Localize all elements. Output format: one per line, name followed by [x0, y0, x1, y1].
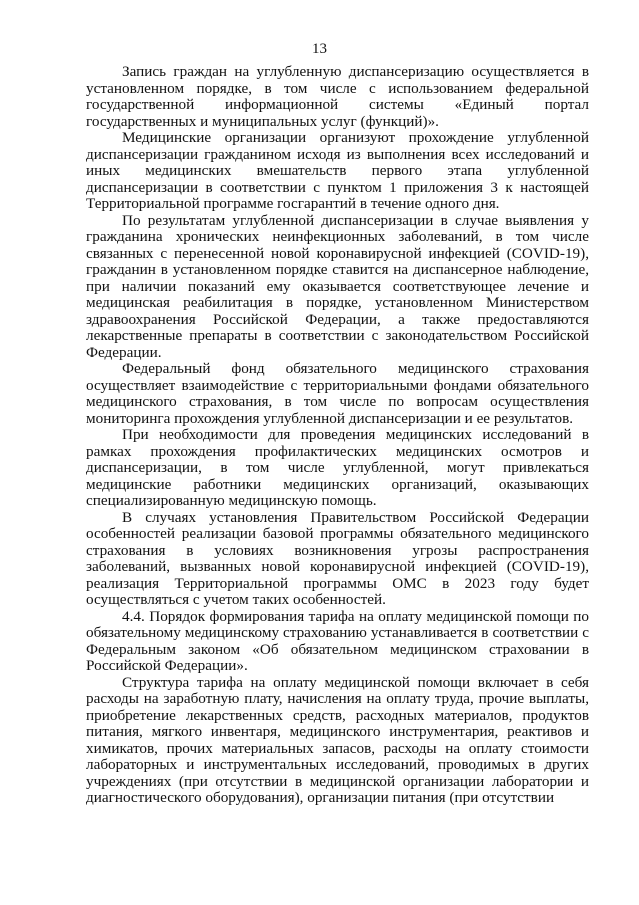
paragraph-organization-of-examination: Медицинские организации организуют прохождение углубленной диспансеризации гражданином исходя из выполнения всех исследований и иных медицинских вмешательств первого этапа углубленной диспансеризации в соответствии с пунктом 1 приложения 3 к настоящей Территориальной программе госгарантий в течение одного дня. — [86, 129, 589, 212]
page-number: 13 — [312, 41, 327, 57]
document-body — [86, 64, 589, 807]
paragraph-appointment-registration: Запись граждан на углубленную диспансеризацию осуществляется в установленном порядке, в том числе с использованием федеральной государственной информационной системы «Единый портал государственных и муниципальных услуг (функций)». — [86, 63, 589, 130]
paragraph-tariff-structure: Структура тарифа на оплату медицинской помощи включает в себя расходы на заработную плату, начисления на оплату труда, прочие выплаты, приобретение лекарственных средств, расходных материалов, продуктов питания, мягкого инвентаря, медицинского инструментария, реактивов и химикатов, прочих материальных запасов, расходы на оплату стоимости лабораторных и инструментальных исследований, проводимых в других учреждениях (при отсутствии в медицинской организации лаборатории и диагностического оборудования), организации питания (при отсутствии — [86, 673, 589, 806]
paragraph-covid-special-conditions: В случаях установления Правительством Российской Федерации особенностей реализации базовой программы обязательного медицинского страхования в условиях возникновения угрозы распространения заболеваний, вызванных новой коронавирусной инфекцией (COVID-19), реализация Территориальной программы ОМС в 2023 году будет осуществляться с учетом таких особенностей. — [86, 508, 589, 608]
paragraph-results-and-followup: По результатам углубленной диспансеризации в случае выявления у гражданина хронических неинфекционных заболеваний, в том числе связанных с перенесенной новой коронавирусной инфекцией (COVID-19), гражданин в установленном порядке ставится на диспансерное наблюдение, при наличии показаний ему оказывается соответствующее лечение и медицинская реабилитация в порядке, установленном Министерством здравоохранения Российской Федерации, а также предоставляются лекарственные препараты в соответствии с законодательством Российской Федерации. — [86, 211, 589, 361]
paragraph-federal-fund-interaction: Федеральный фонд обязательного медицинского страхования осуществляет взаимодействие с территориальными фондами обязательного медицинского страхования, в том числе по вопросам осуществления мониторинга прохождения углубленной диспансеризации и ее результатов. — [86, 360, 589, 427]
paragraph-specialist-involvement: При необходимости для проведения медицинских исследований в рамках прохождения профилактических медицинских осмотров и диспансеризации, в том числе углубленной, могут привлекаться медицинские работники медицинских организаций, оказывающих специализированную медицинскую помощь. — [86, 426, 589, 509]
paragraph-tariff-formation: 4.4. Порядок формирования тарифа на оплату медицинской помощи по обязательному медицинскому страхованию устанавливается в соответствии с Федеральным законом «Об обязательном медицинском страховании в Российской Федерации». — [86, 607, 589, 674]
